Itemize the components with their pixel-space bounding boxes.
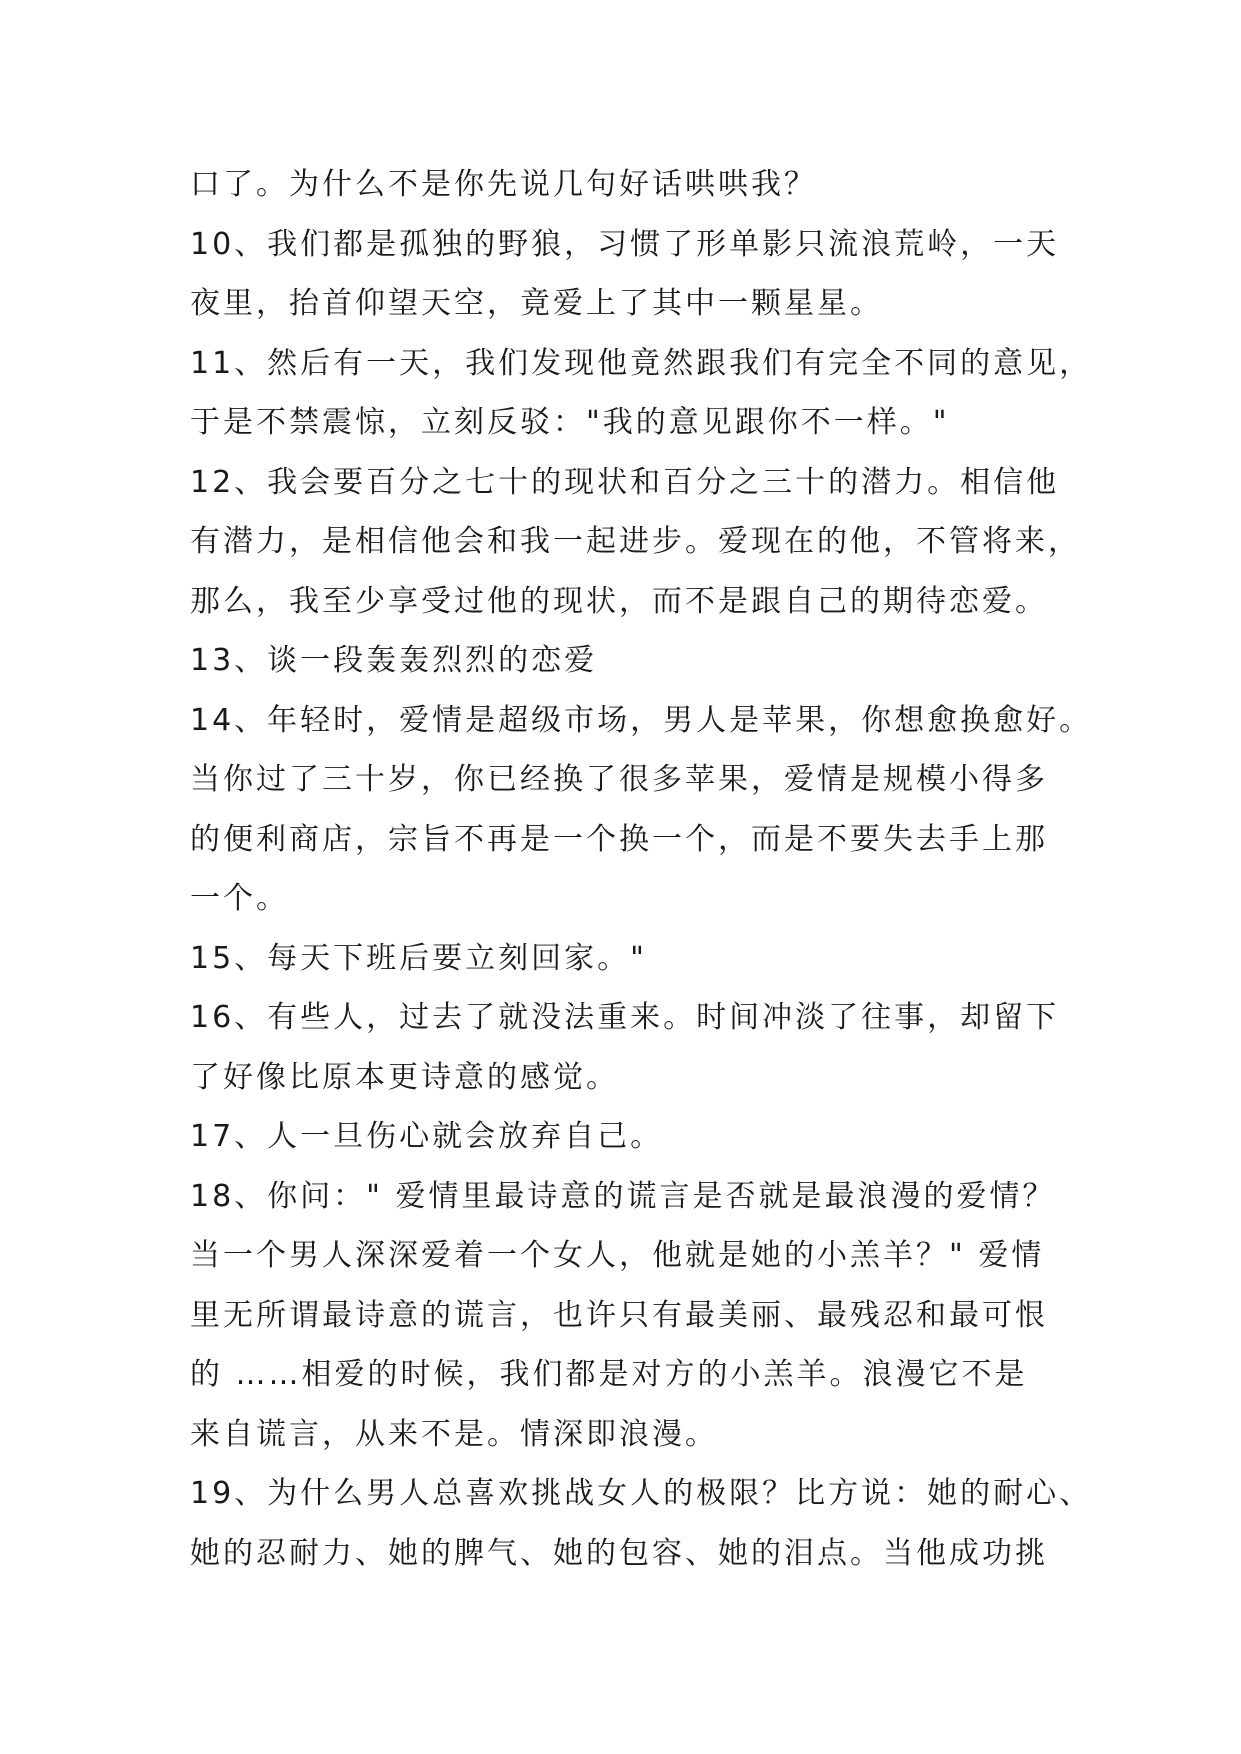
text-line: 12、我会要百分之七十的现状和百分之三十的潜力。相信他 — [190, 464, 1060, 500]
text-line: 里无所谓最诗意的谎言，也许只有最美丽、最残忍和最可恨 — [190, 1297, 1048, 1333]
text-line: 当你过了三十岁，你已经换了很多苹果，爱情是规模小得多 — [190, 762, 1048, 797]
text-line: 13、谈一段轰轰烈烈的恋爱 — [190, 643, 598, 678]
text-line: 14、年轻时，爱情是超级市场，男人是苹果，你想愈换愈好。 — [190, 702, 1093, 738]
text-line: 她的忍耐力、她的脾气、她的包容、她的泪点。当他成功挑 — [190, 1535, 1048, 1571]
text-line: 10、我们都是孤独的野狼，习惯了形单影只流浪荒岭，一天 — [190, 226, 1060, 262]
text-line: 口了。为什么不是你先说几句好话哄哄我？ — [190, 167, 817, 202]
text-line: 夜里，抬首仰望天空，竟爱上了其中一颗星星。 — [190, 286, 883, 321]
text-line: 的便利商店，宗旨不再是一个换一个，而是不要失去手上那 — [190, 821, 1048, 857]
text-line: 有潜力，是相信他会和我一起进步。爱现在的他，不管将来， — [190, 524, 1081, 559]
text-line: 来自谎言，从来不是。情深即浪漫。 — [190, 1416, 718, 1452]
text-line: 15、每天下班后要立刻回家。" — [190, 940, 647, 976]
text-line: 17、人一旦伤心就会放弃自己。 — [190, 1119, 664, 1154]
text-line: 了好像比原本更诗意的感觉。 — [190, 1059, 619, 1095]
text-line: 当一个男人深深爱着一个女人，他就是她的小羔羊？" 爱情 — [190, 1238, 1045, 1273]
text-line: 的 ……相爱的时候，我们都是对方的小羔羊。浪漫它不是 — [190, 1357, 1028, 1392]
text-line: 16、有些人，过去了就没法重来。时间冲淡了往事，却留下 — [190, 1000, 1060, 1035]
text-line: 19、为什么男人总喜欢挑战女人的极限？比方说：她的耐心、 — [190, 1476, 1093, 1511]
text-line: 那么，我至少享受过他的现状，而不是跟自己的期待恋爱。 — [190, 583, 1048, 619]
text-line: 18、你问：" 爱情里最诗意的谎言是否就是最浪漫的爱情？ — [190, 1178, 1056, 1214]
text-line: 于是不禁震惊，立刻反驳："我的意见跟你不一样。" — [190, 405, 950, 440]
text-line: 11、然后有一天，我们发现他竟然跟我们有完全不同的意见， — [190, 345, 1093, 381]
body-text — [190, 155, 1093, 1583]
text-line: 一个。 — [190, 881, 289, 916]
